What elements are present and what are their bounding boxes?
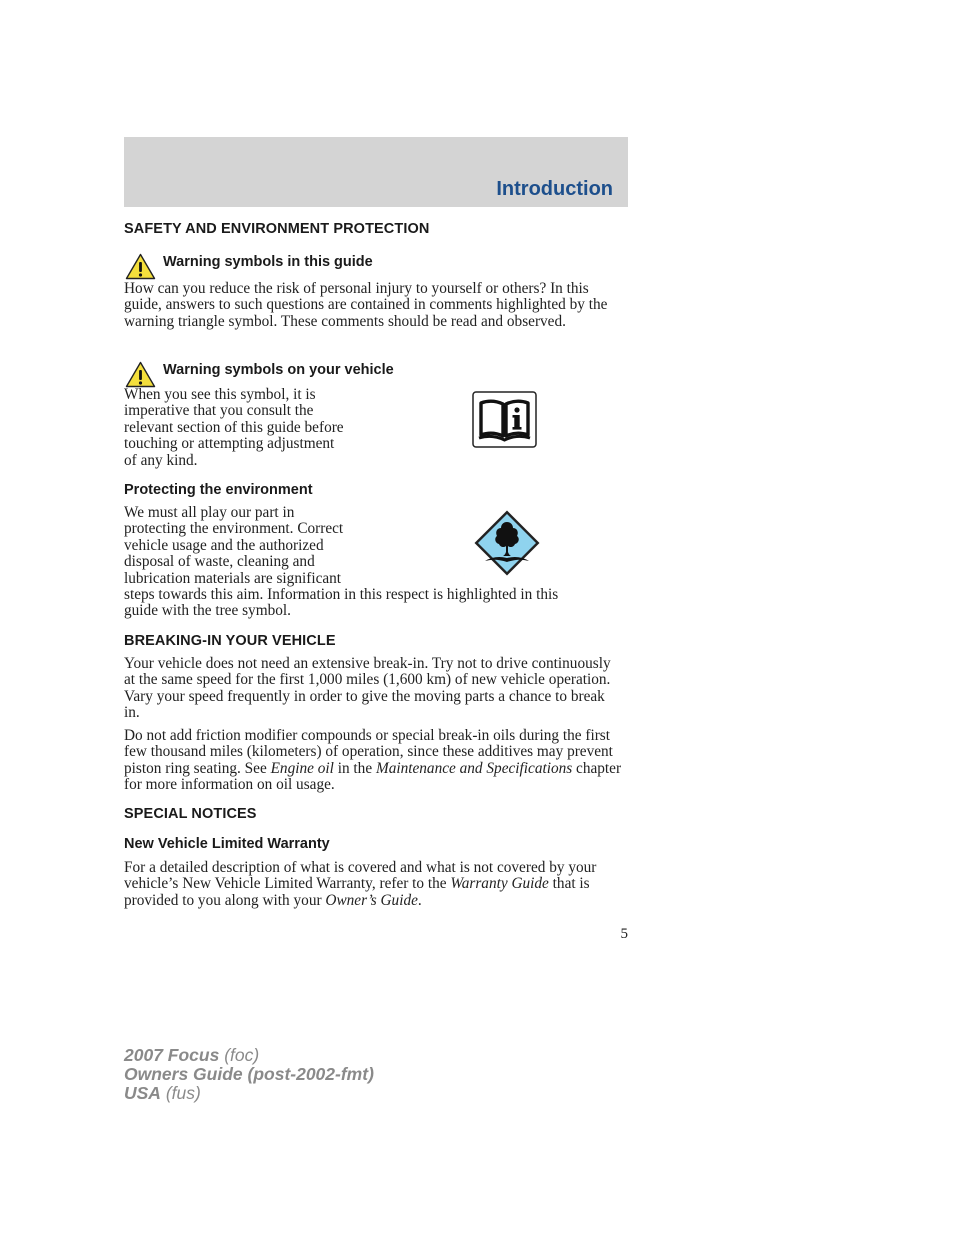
document-footer (124, 1046, 374, 1103)
text-line: steps towards this aim. Information in this respect is highlighted in this (124, 586, 559, 603)
warning-vehicle-heading: Warning symbols on your vehicle (163, 362, 394, 378)
safety-heading: SAFETY AND ENVIRONMENT PROTECTION (124, 221, 430, 237)
text-line: protecting the environment. Correct (124, 520, 344, 538)
section-title: Introduction (496, 178, 613, 200)
footer-line: USA (fus) (124, 1083, 201, 1103)
text-paragraph: Do not add friction modifier compounds or special break-in oils during the first few thousand miles (kilometers) of operation, since these additives may prevent piston ring seating. See Engine oil in the Maintenance and Specifications chapter for more information on oil usage. (124, 727, 622, 794)
text-line: disposal of waste, cleaning and (124, 553, 315, 571)
environment-paragraph-continued (124, 587, 624, 620)
warning-vehicle-paragraph (124, 387, 386, 469)
text-paragraph: For a detailed description of what is covered and what is not covered by your vehicle’s New Vehicle Limited Warranty, refer to the Warranty Guide that is provided to you along with your Owner’s Guide. (124, 859, 597, 909)
text-line: relevant section of this guide before (124, 418, 344, 436)
text-line: of any kind. (124, 451, 198, 469)
warning-triangle-icon (125, 253, 156, 280)
text-line: imperative that you consult the (124, 402, 314, 420)
breaking-in-heading: BREAKING-IN YOUR VEHICLE (124, 633, 336, 649)
footer-line: 2007 Focus (foc) (124, 1045, 260, 1065)
page-number: 5 (620, 926, 628, 942)
breaking-in-paragraph-1 (124, 656, 624, 722)
warning-guide-paragraph (124, 281, 624, 330)
text-paragraph: Your vehicle does not need an extensive break-in. Try not to drive continuously at the same speed for the first 1,000 miles (1,600 km) of new vehicle operation. Vary your speed frequently in order to give the moving parts a chance to break in. (124, 655, 611, 722)
special-notices-heading: SPECIAL NOTICES (124, 806, 257, 822)
breaking-in-paragraph-2 (124, 728, 626, 794)
warning-triangle-icon (125, 361, 156, 388)
text-line: vehicle usage and the authorized (124, 536, 324, 554)
warranty-paragraph (124, 860, 626, 909)
text-line: lubrication materials are significant (124, 569, 342, 587)
text-line: guide with the tree symbol. (124, 602, 291, 620)
section-header-band (124, 137, 628, 207)
footer-line: Owners Guide (post-2002-fmt) (124, 1064, 374, 1084)
text-line: We must all play our part in (124, 504, 295, 521)
tree-environment-icon (473, 509, 541, 577)
warranty-heading: New Vehicle Limited Warranty (124, 836, 330, 852)
text-line: touching or attempting adjustment (124, 435, 335, 453)
environment-heading: Protecting the environment (124, 482, 313, 498)
environment-paragraph (124, 505, 386, 587)
owner-guide-book-icon (472, 391, 537, 448)
text-line: When you see this symbol, it is (124, 386, 316, 403)
warning-guide-heading: Warning symbols in this guide (163, 254, 373, 270)
warning-guide-text: How can you reduce the risk of personal injury to yourself or others? In this guide, answers to such questions are contained in comments highlighted by the warning triangle symbol. These comments should be read and observed. (124, 280, 608, 330)
